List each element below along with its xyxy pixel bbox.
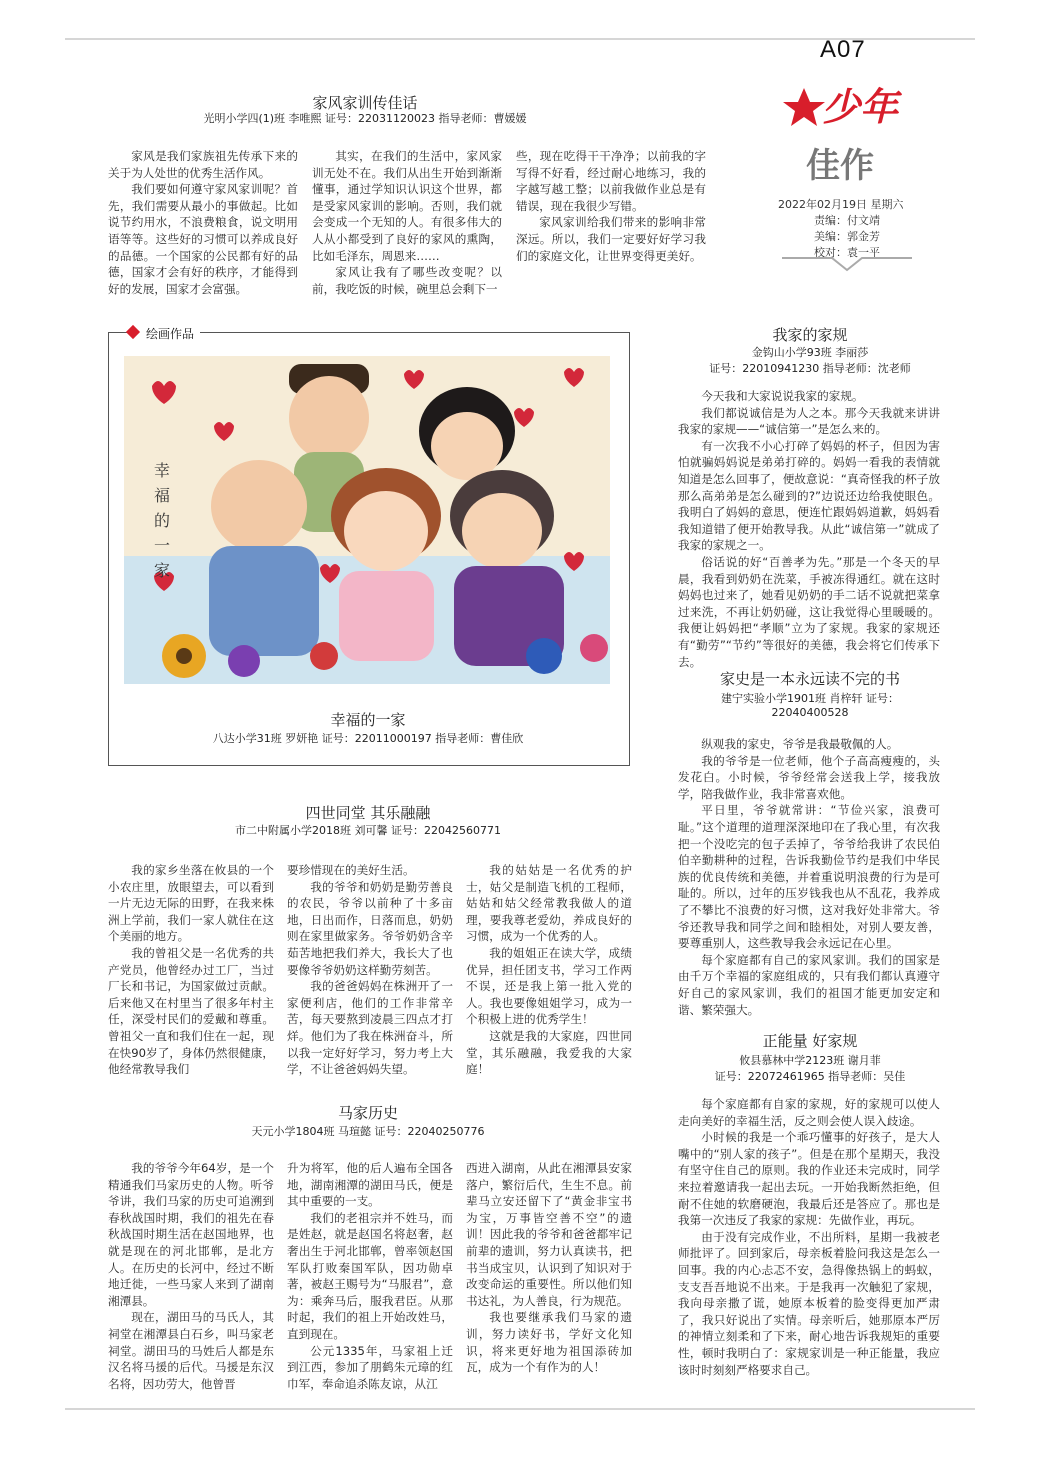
- artwork-caption-title: 幸福的一家: [330, 711, 406, 729]
- paragraph: 有一次我不小心打碎了妈妈的杯子，但因为害怕就骗妈妈说是弟弟打碎的。妈妈一看我的表情就知道是怎么回事了，便故意说：“真奇怪我的杯子放那么高弟弟是怎么碰到的?”边说还边给我使眼色。我明白了妈妈的意思，便连忙跟妈妈道歉，妈妈看我知道错了便开始教导我。从此“诚信第一”就成了我家的家规之一。: [678, 438, 940, 553]
- article-column: [108, 862, 274, 1078]
- paragraph: 我们要如何遵守家风家训呢？首先，我们需要从最小的事做起。比如说节约用水，不浪费粮食，说文明用语等等。这些好的习惯可以养成良好的品德。一个国家的公民都有好的品德，国家才会有好的秩序，才能得到好的发展，国家才会富强。: [108, 182, 298, 296]
- article-column: [516, 148, 706, 264]
- family-painting: [124, 356, 610, 684]
- painting-label-5: 家: [154, 561, 171, 580]
- paragraph: 每个家庭都有自己的家风家训。我们的国家是由千万个幸福的家庭组成的，只有我们都认真遵守好自己的家风家训，我们的祖国才能更加安定和谐、繁荣强大。: [678, 952, 940, 1017]
- artwork-caption-byline: 八达小学31班 罗妍艳 证号：22011000197 指导老师：曹佳欣: [212, 732, 524, 745]
- paragraph: 我的爷爷和奶奶是勤劳善良的农民，爷爷以前种了十多亩地，日出而作，日落而息，奶奶则在家里做家务。爷爷奶奶含辛茹苦地把我们养大，我长大了也要像爷爷奶奶这样勤劳刻苦。: [287, 879, 453, 977]
- paragraph: 小时候的我是一个乖巧懂事的好孩子，是大人嘴中的“别人家的孩子”。但是在那个星期天，我没有坚守住自己的原则。我的作业还未完成时，同学来拉着邀请我一起出去玩。一开始我断然拒绝，但耐不住她的软磨硬泡，我最后还是答应了。那也是我第一次违反了我家的家规：先做作业，再玩。: [678, 1130, 940, 1228]
- paragraph: 我的曾祖父是一名优秀的共产党员，他曾经办过工厂，当过厂长和书记，为国家做过贡献。后来他又在村里当了很多年村主任，深受村民们的爱戴和尊重。曾祖父一直和我们住在一起，现在快90岁了，身体仍然很健康，他经常教导我们: [108, 945, 274, 1077]
- article-byline: 金钩山小学93班 李丽莎: [751, 346, 869, 359]
- editor-credit: 责编：付文靖: [814, 214, 880, 227]
- paragraph: 平日里，爷爷就常讲：“节俭兴家，浪费可耻。”这个道理的道理深深地印在了我心里，有次我把一个没吃完的包子丢掉了，爷爷给我讲了农民伯伯辛勤耕种的过程，告诉我勤俭节约是我们中华民族的优良传统和美德，并着重说明浪费的行为是可耻的。所以，过年的压岁钱我也从不乱花，我养成了不攀比不浪费的好习惯，这对我好处非常大。爷爷还教导我和同学之间和睦相处，对别人要友善，要尊重别人，这些教导我会永远记在心里。: [678, 803, 940, 951]
- article-byline: 证号：22072461965 指导老师：吴佳: [714, 1070, 906, 1083]
- article-column: [678, 1096, 940, 1378]
- article-byline: 光明小学四(1)班 李唯熙 证号：22031120023 指导老师：曹媛媛: [203, 112, 527, 125]
- paragraph: 家风是我们家族祖先传承下来的关于为人处世的优秀生活作风。: [108, 149, 298, 180]
- chevron-down-icon: [782, 256, 912, 274]
- paragraph: 公元1335年，马家祖上迁到江西，参加了朋鹤朱元璋的红巾军，奉命追杀陈友谅，从江: [287, 1343, 453, 1391]
- painting-label-3: 的: [154, 511, 171, 530]
- article-title: 正能量 好家规: [762, 1032, 858, 1050]
- issue-date: 2022年02月19日 星期六: [778, 198, 904, 211]
- paragraph: 每个家庭都有自家的家规，好的家规可以使人走向美好的幸福生活，反之则会使人误入歧途。: [678, 1097, 940, 1128]
- bottom-rule: [65, 1408, 975, 1410]
- painting-label-2: 福: [154, 486, 171, 505]
- painting-label-4: 一: [154, 536, 171, 555]
- article-title: 四世同堂 其乐融融: [305, 804, 431, 822]
- article-column: [108, 148, 298, 297]
- article-column: [678, 388, 940, 670]
- paragraph: 我们的老祖宗并不姓马，而是姓赵，就是赵国名将赵奢，赵奢出生于河北邯郸，曾率领赵国军队打败秦国军队，因功勋卓著，被赵王赐号为“马服君”，意为：乘奔马后，服我君臣。从那时起，我们的祖上开始改姓马，直到现在。: [287, 1210, 453, 1341]
- paragraph: 这就是我的大家庭，四世同堂，其乐融融，我爱我的大家庭！: [466, 1028, 632, 1077]
- artwork-tag-label: 绘画作品: [146, 327, 195, 341]
- article-column: [678, 736, 940, 1018]
- section-title: 佳作: [806, 146, 874, 186]
- logo-star-icon: [778, 72, 899, 142]
- paragraph: 现在，湖田马的马氏人，其祠堂在湘潭县白石乡，叫马家老祠堂。湖田马的马姓后人都是东汉名将马援的后代。马援是东汉名将，因功劳大，他曾晋: [108, 1310, 274, 1391]
- paragraph: 我们都说诚信是为人之本。那今天我就来讲讲我家的家规——“诚信第一”是怎么来的。: [678, 405, 940, 437]
- paragraph: 西进入湖南，从此在湘潭县安家落户，繁衍后代，生生不息。前辈马立安还留下了“黄金非宝书为宝，万事皆空善不空”的遗训！因此我的爷爷和爸爸都牢记前辈的遗训，努力认真读书，把书当成宝贝，认识到了知识对于改变命运的重要性。所以他们知书达礼，为人善良，行为规范。: [466, 1161, 632, 1308]
- paragraph: 我的爷爷今年64岁，是一个精通我们马家历史的人物。听爷爷讲，我们马家的历史可追溯到春秋战国时期，我们的祖先在春秋战国时期生活在赵国地界，也就是现在的河北邯郸，是北方人。在历史的长河中，经过不断地迁徙，一些马家人来到了湖南湘潭县。: [108, 1161, 274, 1308]
- paragraph: 俗话说的好“百善孝为先。”那是一个冬天的早晨，我看到奶奶在洗菜，手被冻得通红。就在这时妈妈也过来了，她看见奶奶的手二话不说就把菜拿过来洗，不再让奶奶碰，这让我觉得心里暖暖的。我便让妈妈把“孝顺”立为了家规。我家的家规还有“勤劳”“节约”等很好的美德，我会将它们传承下去。: [678, 554, 940, 669]
- article-title: 我家的家规: [772, 326, 848, 344]
- article-title: 马家历史: [337, 1104, 398, 1122]
- painting-label-1: 幸: [154, 461, 171, 480]
- paragraph: 今天我和大家说说我家的家规。: [701, 389, 864, 403]
- paragraph: 我的家乡坐落在攸县的一个小农庄里，放眼望去，可以看到一片无边无际的田野，在我来株洲上学前，我们一家人就住在这个美丽的地方。: [108, 863, 274, 944]
- paragraph: 我的姐姐正在读大学，成绩优异，担任团支书，学习工作两不误，还是我上第一批入党的人。我也要像姐姐学习，成为一个积极上进的优秀学生！: [466, 945, 632, 1027]
- section-logo: [778, 72, 899, 186]
- paragraph: 我的姑姑是一名优秀的护士，姑父是制造飞机的工程师，姑姑和姑父经常教我做人的道理，要我尊老爱幼，养成良好的习惯，成为一个优秀的人。: [466, 863, 632, 944]
- article-title: 家史是一本永远读不完的书: [719, 670, 900, 688]
- article-byline: 22040400528: [771, 706, 849, 719]
- paragraph: 家风让我有了哪些改变呢？以前，我吃饭的时候，碗里总会剩下一: [312, 265, 502, 296]
- proofreader-credit: 校对：袁一平: [814, 246, 880, 259]
- article-column: [108, 1160, 274, 1392]
- paragraph: 要珍惜现在的美好生活。: [287, 863, 415, 877]
- page-number: A07: [820, 36, 866, 63]
- article-byline: 建宁实验小学1901班 肖梓轩 证号：: [721, 692, 899, 705]
- article-column: [312, 148, 502, 297]
- article-column: [466, 1160, 632, 1376]
- svg-text:少年: 少年: [822, 87, 899, 129]
- paragraph: 我的爸爸妈妈在株洲开了一家便利店，他们的工作非常辛苦，每天要熬到凌晨三四点才打烊。他们为了我在株洲奋斗，所以我一定好好学习，努力考上大学，不让爸爸妈妈失望。: [287, 979, 453, 1077]
- paragraph: 我的爷爷是一位老师，他个子高高瘦瘦的，头发花白。小时候，爷爷经常会送我上学，接我放学，陪我做作业，我非常喜欢他。: [678, 753, 940, 801]
- diamond-icon: [126, 325, 140, 339]
- paragraph: 由于没有完成作业，不出所料，星期一我被老师批评了。回到家后，母亲板着脸问我这是怎么一回事。我的内心忐忑不安，急得像热锅上的蚂蚁，支支吾吾地说不出来。于是我再一次触犯了家规，我向母亲撒了谎，她原本板着的脸变得更加严肃了，我只好说出了实情。母亲听后，她那原本严厉的神情立刻柔和了下来，耐心地告诉我规矩的重要性，顿时我明白了：家规家训是一种正能量，我应该时时刻刻严格要求自己。: [678, 1229, 940, 1377]
- paragraph: 其实，在我们的生活中，家风家训无处不在。我们从出生开始到渐渐懂事，通过学知识认识这个世界，都是受家风家训的影响。否则，我们就会变成一个无知的人。有很多伟大的人从小都受到了良好的家风的熏陶，比如毛泽东，周恩来……: [312, 149, 502, 263]
- paragraph: 家风家训给我们带来的影响非常深远。所以，我们一定要好好学习我们的家庭文化，让世界变得更美好。: [516, 215, 706, 263]
- article-byline: 天元小学1804班 马瑄懿 证号：22040250776: [251, 1125, 485, 1138]
- artwork-tag: [128, 325, 200, 342]
- designer-credit: 美编：郭金芳: [814, 230, 880, 243]
- issue-meta: [778, 197, 928, 261]
- article-byline: 攸县慕林中学2123班 谢月菲: [739, 1054, 881, 1067]
- article-byline: 证号：22010941230 指导老师：沈老师: [709, 362, 911, 375]
- article-column: [287, 1160, 453, 1392]
- paragraph: 些，现在吃得干干净净；以前我的字写得不好看，经过耐心地练习，我的字越写越工整；以前我做作业总是有错误，现在我很少写错。: [516, 149, 706, 213]
- paragraph: 纵观我的家史，爷爷是我最敬佩的人。: [701, 737, 899, 751]
- article-column: [466, 862, 632, 1078]
- article-title: 家风家训传佳话: [312, 94, 418, 112]
- paragraph: 升为将军，他的后人遍布全国各地，湖南湘潭的湖田马氏，便是其中重要的一支。: [287, 1161, 453, 1209]
- paragraph: 我也要继承我们马家的遗训，努力读好书，学好文化知识，将来更好地为祖国添砖加瓦，成为一个有作为的人！: [466, 1310, 632, 1375]
- article-column: [287, 862, 453, 1078]
- article-byline: 市二中附属小学2018班 刘可馨 证号：22042560771: [235, 824, 501, 837]
